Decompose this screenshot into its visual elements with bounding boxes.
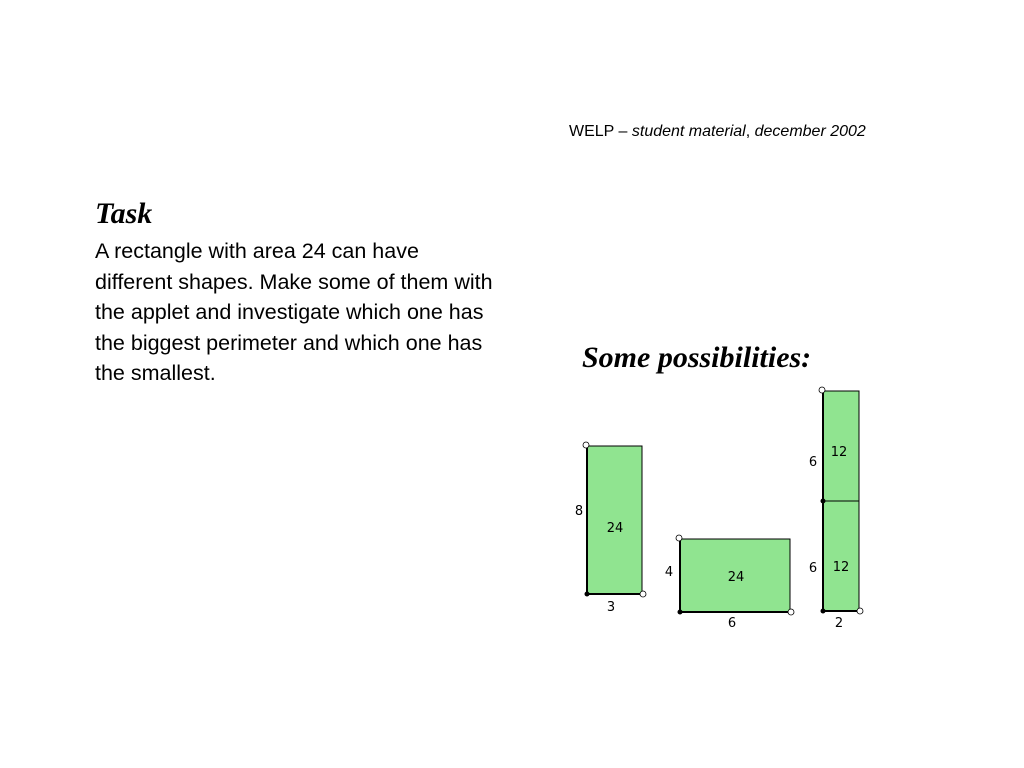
rect-3-top-area-label: 12: [830, 445, 848, 460]
rectangle-2x12: [809, 387, 863, 631]
rect-2-corner-point: [678, 610, 683, 615]
rectangle-3x8: [575, 442, 646, 615]
rect-3-bottom-height-label: 6: [808, 561, 818, 576]
task-title: Task: [95, 197, 153, 230]
header-date: december 2002: [754, 123, 866, 140]
rect-1-top-handle[interactable]: [583, 442, 589, 448]
rect-3-mid-point: [821, 499, 826, 504]
rect-3-corner-point: [821, 609, 826, 614]
possibilities-title: Some possibilities:: [582, 341, 812, 374]
rect-1-area-label: 24: [606, 521, 624, 536]
rect-1-shape: [587, 446, 642, 594]
rect-1-corner-point: [585, 592, 590, 597]
rect-3-top-height-label: 6: [808, 455, 818, 470]
rectangle-6x4: [665, 535, 794, 631]
rect-1-height-label: 8: [574, 504, 584, 519]
rect-2-area-label: 24: [727, 570, 745, 585]
task-body: A rectangle with area 24 can have different shapes. Make some of them with the applet and investigate which one has the biggest perimeter and which one has the smallest.: [95, 239, 493, 385]
header-material: student material: [631, 123, 746, 140]
rect-1-right-handle[interactable]: [640, 591, 646, 597]
rect-2-top-handle[interactable]: [676, 535, 682, 541]
rect-1-width-label: 3: [606, 600, 616, 615]
rect-2-height-label: 4: [664, 565, 674, 580]
rect-2-width-label: 6: [727, 616, 737, 631]
header-dash: –: [618, 123, 628, 140]
header-org: WELP: [569, 123, 615, 140]
rect-3-bottom-part: [823, 501, 859, 611]
rect-3-top-handle[interactable]: [819, 387, 825, 393]
rect-2-right-handle[interactable]: [788, 609, 794, 615]
rect-3-right-handle[interactable]: [857, 608, 863, 614]
rect-3-width-label: 2: [834, 616, 844, 631]
rect-3-bottom-area-label: 12: [832, 560, 850, 575]
header-comma: ,: [745, 123, 751, 140]
